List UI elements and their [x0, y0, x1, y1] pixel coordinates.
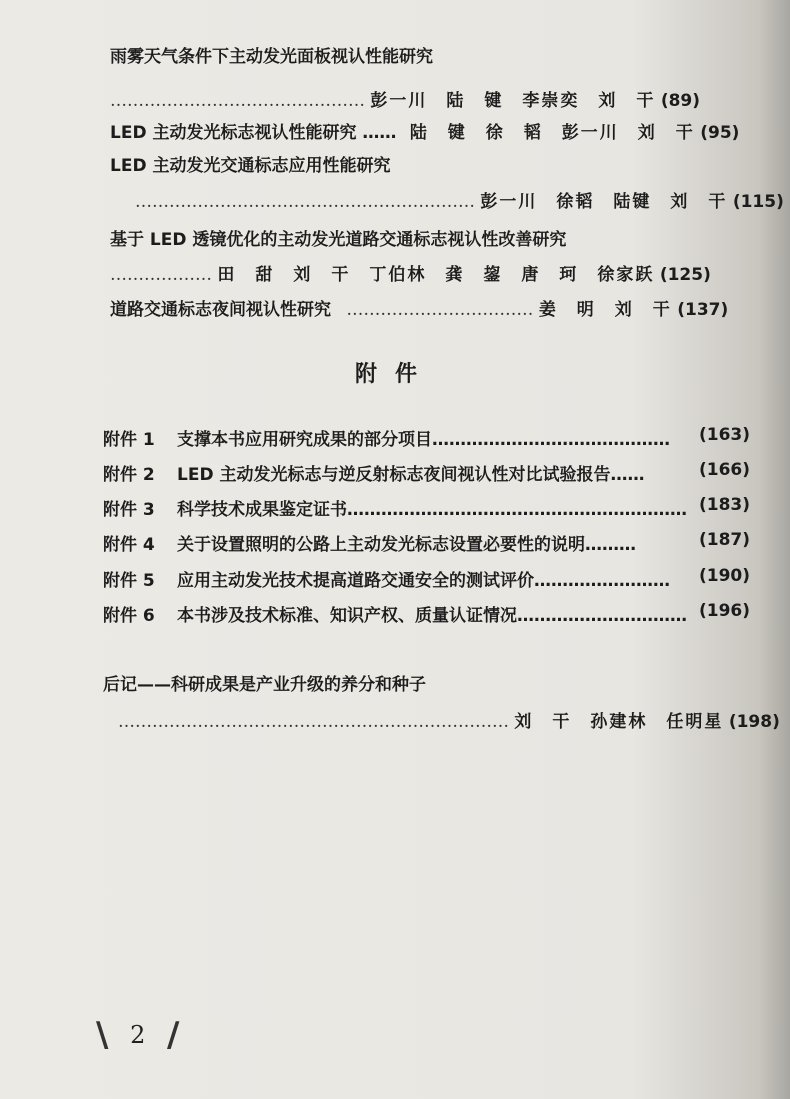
appendix-title: 科学技术成果鉴定证书……………………………………………………: [177, 500, 687, 520]
appendix-label: 附件 1: [103, 430, 155, 450]
toc-entry-page: (125): [659, 265, 711, 285]
toc-entry-page: (115): [732, 192, 784, 212]
appendix-label: 附件 5: [103, 571, 155, 591]
appendix-label: 附件 3: [103, 500, 155, 520]
leader-dots: ……………………………: [346, 300, 534, 320]
footer-left-mark: \: [96, 1015, 109, 1055]
toc-entry-authors: 彭一川 徐韬 陆键 刘 干: [480, 192, 728, 212]
toc-entry-byline: [110, 90, 700, 112]
appendix-label: 附件 2: [103, 465, 155, 485]
appendix-page: (187): [698, 530, 750, 550]
postscript-byline: [118, 711, 780, 733]
appendix-page: (163): [698, 425, 750, 445]
postscript-page: (198): [728, 712, 780, 732]
toc-entry-page: (89): [660, 91, 701, 111]
appendix-title: 支撑本书应用研究成果的部分项目……………………………………: [177, 430, 670, 450]
appendix-page: (190): [698, 566, 750, 586]
appendix-page: (166): [698, 460, 750, 480]
appendix-item: [103, 425, 750, 449]
appendix-item: [103, 566, 750, 590]
toc-entry-authors: 彭一川 陆 键 李崇奕 刘 干: [370, 91, 656, 111]
appendix-title: 应用主动发光技术提高道路交通安全的测试评价……………………: [177, 571, 670, 591]
toc-entry: [110, 299, 728, 321]
postscript-title: 后记——科研成果是产业升级的养分和种子: [103, 675, 426, 695]
leader-dots: ……………………………………………………: [135, 192, 475, 212]
page-footer: [96, 1012, 180, 1055]
appendix-title: 本书涉及技术标准、知识产权、质量认证情况…………………………: [177, 606, 687, 626]
toc-entry-authors: 陆 键 徐 韬 彭一川 刘 干: [409, 123, 695, 143]
toc-entry-page: (137): [677, 300, 729, 320]
postscript-authors: 刘 干 孙建林 任明星: [514, 712, 724, 732]
toc-entry-authors: 田 甜 刘 干 丁伯林 龚 鋆 唐 珂 徐家跃: [217, 265, 655, 285]
appendix-title: LED 主动发光标志与逆反射标志夜间视认性对比试验报告……: [177, 465, 645, 485]
toc-entry-authors: 姜 明 刘 干: [538, 300, 672, 320]
appendix-title: 关于设置照明的公路上主动发光标志设置必要性的说明………: [177, 535, 636, 555]
appendix-item: [103, 495, 750, 519]
toc-entry-title: 雨雾天气条件下主动发光面板视认性能研究: [110, 47, 433, 67]
toc-entry-title: LED 主动发光标志视认性能研究 ……: [110, 123, 397, 143]
leader-dots: ………………: [110, 265, 212, 285]
page-number: 2: [130, 1021, 146, 1049]
appendix-heading: 附件: [354, 362, 435, 387]
toc-entry-page: (95): [700, 123, 740, 143]
leader-dots: ……………………………………………………………: [118, 712, 509, 732]
toc-entry-title: LED 主动发光交通标志应用性能研究: [110, 156, 391, 176]
appendix-page: (196): [698, 601, 750, 621]
toc-entry-byline: [110, 264, 711, 286]
footer-right-mark: /: [166, 1015, 180, 1055]
appendix-label: 附件 6: [103, 606, 155, 626]
toc-entry-title: 道路交通标志夜间视认性研究: [110, 300, 331, 320]
appendix-label: 附件 4: [103, 535, 155, 555]
appendix-item: [103, 530, 750, 554]
toc-entry-title: 基于 LED 透镜优化的主动发光道路交通标志视认性改善研究: [110, 230, 567, 250]
leader-dots: ………………………………………: [110, 91, 365, 111]
appendix-item: [103, 460, 750, 484]
appendix-page: (183): [698, 495, 750, 515]
appendix-item: [103, 601, 750, 625]
toc-entry: [110, 122, 739, 144]
toc-entry-byline: [135, 191, 784, 213]
